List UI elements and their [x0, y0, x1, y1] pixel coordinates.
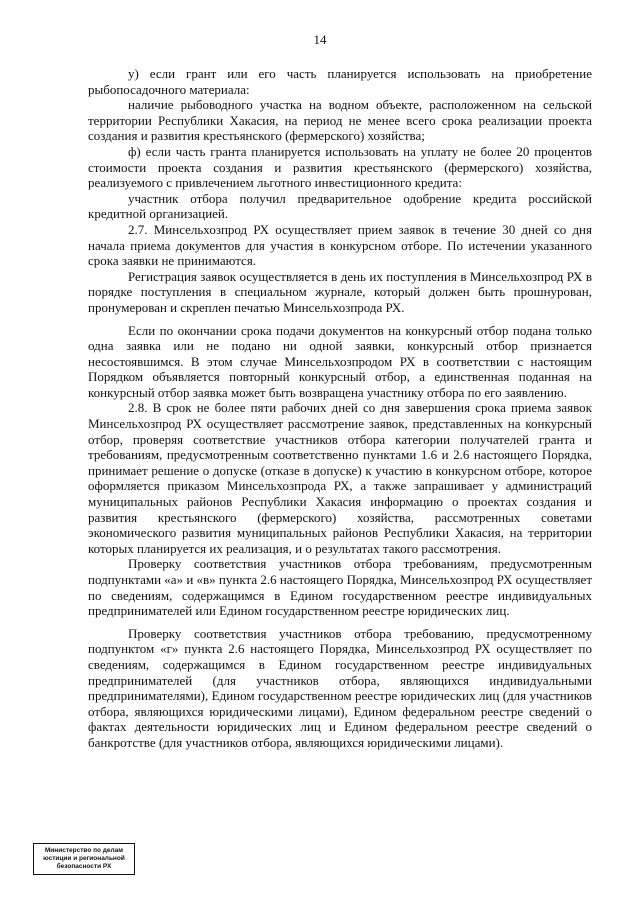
paragraph-fish-plot: наличие рыбоводного участка на водном объекте, расположенном на сельской территории Республики Хакасия, на период не менее всего срока реализации проекта создания и развития крестьянского (фермерского) хозяйства;: [88, 97, 592, 144]
stamp-line-2: юстиции и региональной: [43, 855, 125, 862]
document-body: [88, 66, 592, 751]
paragraph-2-7: 2.7. Минсельхозпрод РХ осуществляет прием заявок в течение 30 дней со дня начала приема документов для участия в конкурсном отборе. По истечении указанного срока заявки не принимаются.: [88, 221, 592, 269]
paragraph-registration: Регистрация заявок осуществляется в день их поступления в Минсельхозпрод РХ в порядке поступления в специальном журнале, который должен быть прошнурован, пронумерован и скреплен печатью Минсельхозпрода РХ.: [88, 268, 592, 315]
paragraph-single-application: Если по окончании срока подачи документов на конкурсный отбор подана только одна заявка или не подано ни одной заявки, конкурсный отбор признается несостоявшимся. В этом случае Минсельхозпродом РХ в соответствии с настоящим Порядком объявляется повторный конкурсный отбор, а единственная поданная на конкурсный отбор заявка может быть возвращена участнику отбора по его заявлению.: [88, 322, 592, 400]
page-number: 14: [313, 32, 327, 47]
paragraph-credit-approval: участник отбора получил предварительное одобрение кредита российской кредитной организацией.: [88, 190, 592, 222]
paragraph-check-a-v: Проверку соответствия участников отбора требованиям, предусмотренным подпунктами «а» и «в» пункта 2.6 настоящего Порядка, Минсельхозпрод РХ осуществляет по сведениям, содержащимся в Едином государственном реестре индивидуальных предпринимателей или Едином государственном реестре юридических лиц.: [88, 556, 592, 619]
paragraph-2-8: 2.8. В срок не более пяти рабочих дней со дня завершения срока приема заявок Минсельхозпрод РХ осуществляет рассмотрение заявок, представленных на конкурсный отбор, проверяя соответствие участников отбора категории получателей гранта и требованиям, предусмотренным соответственно пунктами 1.6 и 2.6 настоящего Порядка, принимает решение о допуске (отказе в допуске) к участию в конкурсном отборе, которое оформляется приказом Минсельхозпрода РХ, а также запрашивает у администраций муниципальных районов Республики Хакасия информацию о проектах создания и развития крестьянского (фермерского) хозяйства, рассмотренных советами экономического развития муниципальных районов Республики Хакасия, на территории которых планируется их реализация, и о результатах такого рассмотрения.: [88, 400, 592, 556]
paragraph-f: ф) если часть гранта планируется использовать на уплату не более 20 процентов стоимости проекта создания и развития крестьянского (фермерского) хозяйства, реализуемого с привлечением льготного инвестиционного кредита:: [88, 143, 592, 191]
stamp-line-3: безопасности РХ: [56, 863, 112, 870]
paragraph-check-g: Проверку соответствия участников отбора требованию, предусмотренному подпунктом «г» пункта 2.6 настоящего Порядка, Минсельхозпрод РХ осуществляет по сведениям, содержащимся в Едином государственном реестре индивидуальных предпринимателей (для участников отбора, являющихся индивидуальными предпринимателями), Едином государственном реестре юридических лиц (для участников отбора, являющихся юридическими лицами), Едином федеральном реестре сведений о фактах деятельности юридических лиц и Едином федеральном реестре сведений о банкротстве (для участников отбора, являющихся юридическими лицами).: [88, 625, 592, 750]
stamp-line-1: Министерство по делам: [44, 847, 124, 854]
ministry-stamp: [33, 843, 135, 875]
paragraph-u: у) если грант или его часть планируется использовать на приобретение рыбопосадочного материала:: [88, 66, 592, 97]
